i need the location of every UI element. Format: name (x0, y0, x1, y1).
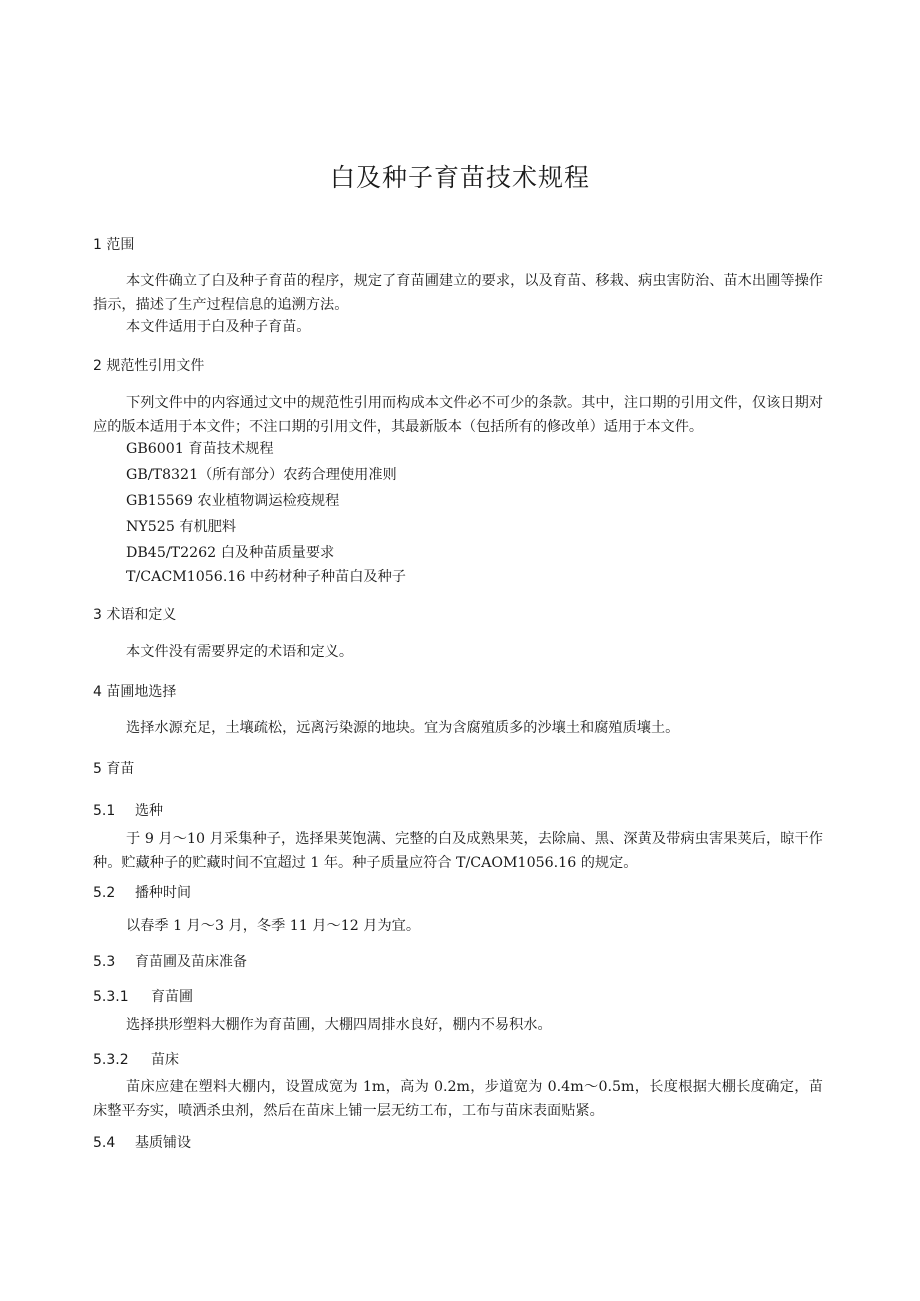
subsection-number: 5.4 (93, 1135, 116, 1151)
reference-item: DB45/T2262 白及种苗质量要求 (126, 545, 335, 561)
subsection-5-4-heading (93, 1132, 191, 1152)
subsection-label: 选种 (135, 803, 163, 819)
section-2-heading: 2 规范性引用文件 (93, 358, 205, 374)
section-2-paragraph-1: 下列文件中的内容通过文中的规范性引用而构成本文件必不可少的条款。其中，注口期的引用文件，仅该日期对应的版本适用于本文件；不注口期的引用文件，其最新版本（包括所有的修改单）适用于本文件。 (93, 395, 823, 435)
subsection-number: 5.3.2 (93, 1052, 129, 1068)
subsection-5-3-heading (93, 951, 247, 971)
subsection-label: 基质铺设 (135, 1135, 191, 1151)
section-3-paragraph-1: 本文件没有需要界定的术语和定义。 (126, 644, 354, 660)
reference-item: GB6001 育苗技术规程 (126, 441, 274, 457)
reference-item: NY525 有机肥料 (126, 519, 237, 535)
section-1-paragraph-2: 本文件适用于白及种子育苗。 (126, 319, 311, 335)
subsection-number: 5.1 (93, 803, 116, 819)
reference-item: GB/T8321（所有部分）农药合理使用准则 (126, 467, 397, 483)
subsection-number: 5.3.1 (93, 989, 129, 1005)
subsection-5-2-paragraph: 以春季 1 月～3 月，冬季 11 月～12 月为宜。 (126, 918, 421, 934)
subsection-5-3-2-heading (93, 1049, 179, 1069)
section-3-heading: 3 术语和定义 (93, 607, 177, 623)
section-4-heading: 4 苗圃地选择 (93, 684, 177, 700)
section-1-heading: 1 范围 (93, 237, 135, 253)
section-5-heading: 5 育苗 (93, 761, 135, 777)
section-4-paragraph-1: 选择水源充足，土壤疏松，远离污染源的地块。宜为含腐殖质多的沙壤土和腐殖质壤土。 (126, 720, 680, 736)
reference-item: T/CACM1056.16 中药材种子种苗白及种子 (126, 569, 406, 585)
subsection-5-1-paragraph: 于 9 月～10 月采集种子，选择果荚饱满、完整的白及成熟果荚，去除扁、黑、深黄及带病虫害果荚后，晾干作种。贮藏种子的贮藏时间不宜超过 1 年。种子质量应符合 T/CAOM1056.16 的规定。 (93, 831, 823, 871)
subsection-5-2-heading (93, 882, 191, 902)
subsection-number: 5.3 (93, 954, 116, 970)
subsection-label: 育苗圃 (151, 989, 193, 1005)
subsection-5-3-1-heading (93, 986, 193, 1006)
section-1-paragraph-1: 本文件确立了白及种子育苗的程序，规定了育苗圃建立的要求，以及育苗、移栽、病虫害防治、苗木出圃等操作指示，描述了生产过程信息的追溯方法。 (93, 273, 823, 313)
subsection-5-1-heading (93, 800, 163, 820)
subsection-5-3-1-paragraph: 选择拱形塑料大棚作为育苗圃，大棚四周排水良好，棚内不易积水。 (126, 1017, 552, 1033)
subsection-number: 5.2 (93, 885, 116, 901)
reference-item: GB15569 农业植物调运检疫规程 (126, 493, 340, 509)
subsection-label: 播种时间 (135, 885, 191, 901)
subsection-label: 育苗圃及苗床准备 (135, 954, 247, 970)
document-title: 白及种子育苗技术规程 (329, 163, 590, 192)
subsection-label: 苗床 (151, 1052, 179, 1068)
subsection-5-3-2-paragraph: 苗床应建在塑料大棚内，设置成宽为 1m，高为 0.2m，步道宽为 0.4m～0.5m，长度根据大棚长度确定，苗床整平夯实，喷洒杀虫剂，然后在苗床上铺一层无纺工布，工布与苗床表面贴紧。 (93, 1079, 823, 1119)
